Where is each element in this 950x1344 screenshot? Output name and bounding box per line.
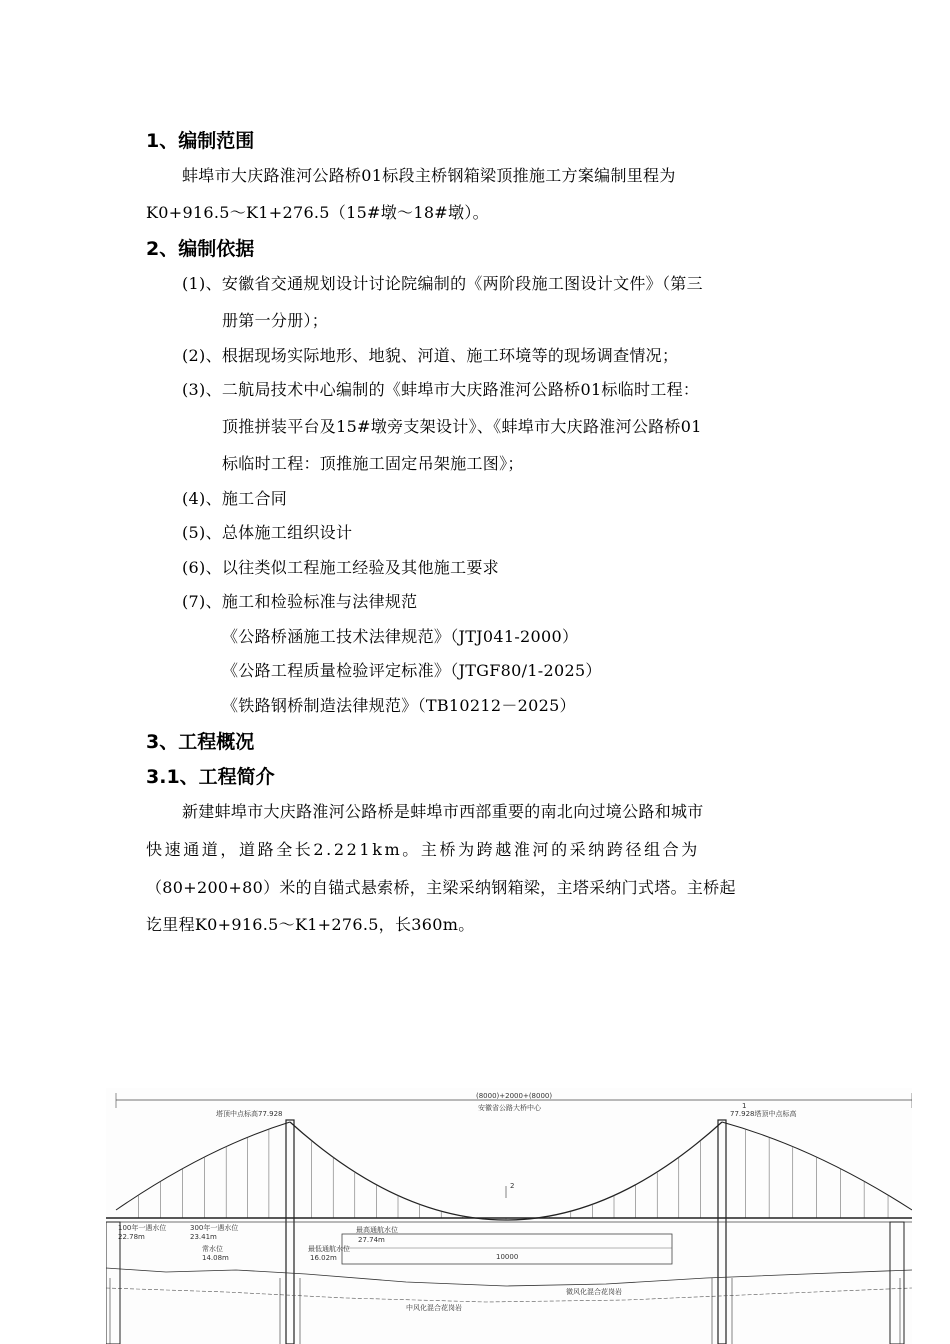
low-water-value: 16.02m [310, 1254, 337, 1262]
soil-label-1: 中风化混合花岗岩 [406, 1304, 462, 1312]
section-mark-2-top: 2 [510, 1182, 515, 1190]
basis-item-6: (6)、以往类似工程施工经验及其他施工要求 [182, 558, 499, 577]
left-tower-elevation: 塔顶中点标高77.928 [216, 1110, 283, 1118]
water-100-label: 100年一遇水位 [118, 1224, 167, 1232]
pile-foundations [110, 1278, 900, 1344]
nav-water-label: 最高通航水位 [356, 1226, 398, 1234]
section-mark-1: 1 [742, 1102, 747, 1110]
span-label: 10000 [496, 1253, 519, 1261]
normal-water-value: 14.08m [202, 1254, 229, 1262]
basis-item-3-cont-1: 顶推拼装平台及15#墩旁支架设计》、《蚌埠市大庆路淮河公路桥01 [222, 417, 702, 436]
section-1-text-line-2: K0+916.5～K1+276.5（15#墩～18#墩）。 [146, 203, 489, 222]
basis-item-7: (7)、施工和检验标准与法律规范 [182, 592, 418, 611]
overview-line-4: 讫里程K0+916.5～K1+276.5，长360m。 [146, 915, 475, 934]
right-tower-elevation: 77.928塔顶中点标高 [730, 1110, 797, 1118]
section-1-text-line-1: 蚌埠市大庆路淮河公路桥01标段主桥钢箱梁顶推施工方案编制里程为 [182, 166, 676, 185]
section-3-heading: 3、工程概况 [146, 731, 255, 753]
basis-item-2: (2)、根据现场实际地形、地貌、河道、施工环境等的现场调查情况； [182, 346, 679, 365]
top-dimension-label: (8000)+2000+(8000) [476, 1092, 553, 1100]
section-2-heading: 2、编制依据 [146, 238, 255, 260]
bridge-elevation-drawing [106, 1088, 912, 1344]
basis-item-4: (4)、施工合同 [182, 489, 288, 508]
right-side-cable [722, 1122, 912, 1210]
overview-line-3: （80+200+80）米的自锚式悬索桥，主梁采纳钢箱梁，主塔采纳门式塔。主桥起 [146, 878, 736, 897]
basis-item-3-cont-2: 标临时工程：顶推施工固定吊架施工图》； [222, 454, 524, 473]
top-note-label: 安徽省公路大桥中心 [478, 1104, 541, 1112]
basis-item-5: (5)、总体施工组织设计 [182, 523, 353, 542]
standard-2: 《公路工程质量检验评定标准》（JTGF80/1-2025） [222, 661, 602, 680]
basis-item-1: (1)、安徽省交通规划设计讨论院编制的《两阶段施工图设计文件》（第三 [182, 274, 703, 293]
rock-layer-line [106, 1288, 912, 1302]
basis-item-1-cont: 册第一分册）； [222, 311, 329, 330]
low-water-label: 最低通航水位 [308, 1245, 350, 1253]
water-300-elev: 23.41m [190, 1233, 217, 1241]
basis-item-3: (3)、二航局技术中心编制的《蚌埠市大庆路淮河公路桥01标临时工程： [182, 380, 700, 399]
overview-line-1: 新建蚌埠市大庆路淮河公路桥是蚌埠市西部重要的南北向过境公路和城市 [182, 802, 704, 821]
nav-water-value: 27.74m [358, 1236, 385, 1244]
section-1-heading: 1、编制范围 [146, 130, 255, 152]
ground-line [106, 1268, 912, 1286]
left-side-cable [116, 1122, 290, 1210]
standard-1: 《公路桥涵施工技术法律规范》（JTJ041-2000） [222, 627, 579, 646]
hangers [138, 1129, 888, 1220]
standard-3: 《铁路钢桥制造法律规范》（TB10212－2025） [222, 696, 576, 715]
water-300-label: 300年一遇水位 [190, 1224, 239, 1232]
overview-line-2: 快速通道，道路全长2.221km。主桥为跨越淮河的采纳跨径组合为 [146, 840, 700, 859]
section-3-1-heading: 3.1、工程简介 [146, 766, 275, 788]
soil-label-2: 微风化混合花岗岩 [566, 1288, 622, 1296]
right-tower [718, 1120, 726, 1344]
right-end-pier [890, 1222, 904, 1344]
water-100-elev: 22.78m [118, 1233, 145, 1241]
bridge-elevation-svg [106, 1088, 912, 1344]
left-tower [286, 1120, 294, 1344]
normal-water-label: 常水位 [202, 1245, 223, 1253]
